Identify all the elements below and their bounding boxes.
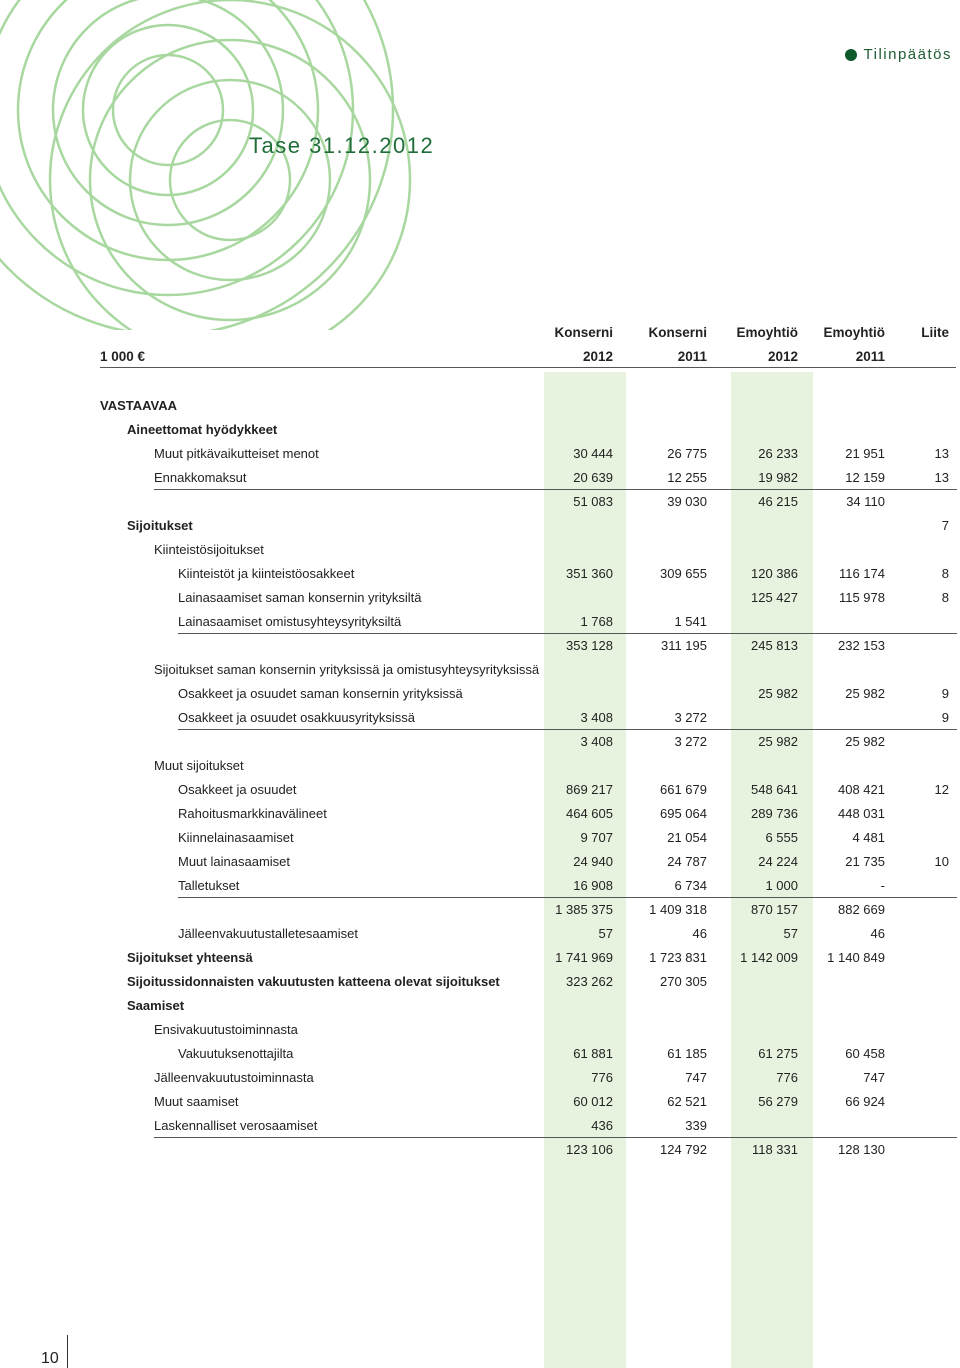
cell-value: 46 215 — [758, 494, 798, 509]
cell-note: 13 — [934, 446, 949, 461]
row-label: Sijoitussidonnaisten vakuutusten katteena olevat sijoitukset — [127, 974, 500, 989]
cell-value: 25 982 — [845, 734, 885, 749]
row-label: Muut saamiset — [154, 1094, 239, 1109]
page-number: 10 — [41, 1350, 59, 1367]
row-label: Sijoitukset yhteensä — [127, 950, 253, 965]
cell-value: 61 275 — [758, 1046, 798, 1061]
cell-value: 9 707 — [580, 830, 613, 845]
row-label: Osakkeet ja osuudet saman konsernin yrityksissä — [178, 686, 463, 701]
cell-value: 245 813 — [751, 638, 798, 653]
cell-value: 39 030 — [667, 494, 707, 509]
row-label: Jälleenvakuutustalletesaamiset — [178, 926, 358, 941]
cell-value: 125 427 — [751, 590, 798, 605]
row-label: Talletukset — [178, 878, 240, 893]
cell-value: 351 360 — [566, 566, 613, 581]
column-header-group-1: Konserni — [554, 325, 613, 340]
page-title: Tase 31.12.2012 — [249, 133, 435, 158]
cell-value: 408 421 — [838, 782, 885, 797]
table-row — [0, 393, 960, 417]
cell-value: 56 279 — [758, 1094, 798, 1109]
cell-value: 60 458 — [845, 1046, 885, 1061]
cell-value: 3 408 — [580, 734, 613, 749]
table-row — [0, 561, 960, 585]
row-label: Vakuutuksenottajilta — [178, 1046, 294, 1061]
table-row — [0, 513, 960, 537]
row-label: Osakkeet ja osuudet — [178, 782, 297, 797]
cell-note: 8 — [941, 566, 949, 581]
cell-value: 1 723 831 — [649, 950, 707, 965]
cell-value: 232 153 — [838, 638, 885, 653]
cell-value: 882 669 — [838, 902, 885, 917]
cell-value: 309 655 — [660, 566, 707, 581]
cell-value: 4 481 — [852, 830, 885, 845]
cell-value: 1 541 — [674, 614, 707, 629]
cell-value: 21 951 — [845, 446, 885, 461]
row-label: Rahoitusmarkkinavälineet — [178, 806, 327, 821]
cell-value: 3 408 — [580, 710, 613, 725]
cell-value: 61 881 — [573, 1046, 613, 1061]
cell-value: 16 908 — [573, 878, 613, 893]
row-label: Muut sijoitukset — [154, 758, 244, 773]
column-header-year-1: 2012 — [582, 349, 613, 364]
header-rule — [100, 367, 956, 368]
unit-label: 1 000 € — [100, 349, 146, 364]
column-header-group-2: Konserni — [648, 325, 707, 340]
cell-value: 776 — [776, 1070, 798, 1085]
row-label: Jälleenvakuutustoiminnasta — [154, 1070, 314, 1085]
decorative-arc — [90, 40, 370, 320]
cell-value: 21 054 — [667, 830, 707, 845]
column-header-note: Liite — [921, 325, 949, 340]
table-row — [0, 945, 960, 969]
cell-value: 123 106 — [566, 1142, 613, 1157]
cell-value: 6 555 — [765, 830, 798, 845]
cell-value: 116 174 — [838, 566, 885, 581]
table-row — [0, 1065, 960, 1089]
subtotal-rule — [178, 633, 957, 634]
cell-note: 10 — [934, 854, 949, 869]
column-header-group-3: Emoyhtiö — [736, 325, 798, 340]
table-row — [0, 609, 960, 633]
cell-value: 46 — [870, 926, 885, 941]
cell-value: 339 — [685, 1118, 707, 1133]
table-row-subtotal — [0, 729, 960, 753]
cell-value: 747 — [685, 1070, 707, 1085]
table-row — [0, 681, 960, 705]
cell-value: 62 521 — [667, 1094, 707, 1109]
decorative-arc — [0, 0, 393, 330]
cell-value: 60 012 — [573, 1094, 613, 1109]
cell-value: 3 272 — [674, 710, 707, 725]
cell-value: 548 641 — [751, 782, 798, 797]
row-label: Lainasaamiset saman konsernin yrityksiltä — [178, 590, 422, 605]
cell-value: 120 386 — [751, 566, 798, 581]
row-label: Lainasaamiset omistusyhteysyrityksiltä — [178, 614, 402, 629]
column-header-group-4: Emoyhtiö — [823, 325, 885, 340]
subtotal-rule — [154, 1137, 957, 1138]
cell-value: 66 924 — [845, 1094, 885, 1109]
row-label: Sijoitukset — [127, 518, 193, 533]
cell-value: 19 982 — [758, 470, 798, 485]
cell-value: 12 159 — [845, 470, 885, 485]
cell-note: 8 — [941, 590, 949, 605]
cell-value: 3 272 — [674, 734, 707, 749]
cell-value: 24 224 — [758, 854, 798, 869]
cell-value: 311 195 — [660, 638, 707, 653]
table-row — [0, 777, 960, 801]
cell-value: 61 185 — [667, 1046, 707, 1061]
table-row — [0, 537, 960, 561]
table-row — [0, 1113, 960, 1137]
column-header-year-3: 2012 — [767, 349, 798, 364]
row-label: Aineettomat hyödykkeet — [127, 422, 278, 437]
page-number-rule — [67, 1335, 68, 1368]
table-row — [0, 993, 960, 1017]
table-row-subtotal — [0, 489, 960, 513]
cell-value: 1 768 — [580, 614, 613, 629]
row-label: Saamiset — [127, 998, 185, 1013]
cell-value: 289 736 — [751, 806, 798, 821]
cell-value: 1 409 318 — [649, 902, 707, 917]
row-label: Kiinteistöt ja kiinteistöosakkeet — [178, 566, 355, 581]
table-row-subtotal — [0, 1137, 960, 1161]
table-row — [0, 705, 960, 729]
row-label: Laskennalliset verosaamiset — [154, 1118, 318, 1133]
cell-value: 436 — [591, 1118, 613, 1133]
cell-value: 870 157 — [751, 902, 798, 917]
subtotal-rule — [178, 729, 957, 730]
cell-value: 25 982 — [758, 734, 798, 749]
cell-value: 46 — [692, 926, 707, 941]
cell-value: 24 940 — [573, 854, 613, 869]
table-row — [0, 585, 960, 609]
cell-value: 21 735 — [845, 854, 885, 869]
cell-value: 118 331 — [751, 1142, 798, 1157]
table-row — [0, 1041, 960, 1065]
table-row — [0, 1089, 960, 1113]
table-row — [0, 1017, 960, 1041]
cell-value: 30 444 — [573, 446, 613, 461]
cell-value: 6 734 — [674, 878, 707, 893]
cell-value: 34 110 — [846, 494, 885, 509]
table-row-subtotal — [0, 897, 960, 921]
column-header-year-2: 2011 — [677, 349, 707, 364]
cell-value: 1 140 849 — [827, 950, 885, 965]
decorative-circles — [0, 0, 500, 330]
decorative-arc — [53, 0, 283, 225]
row-label: Ennakkomaksut — [154, 470, 247, 485]
cell-value: 128 130 — [838, 1142, 885, 1157]
cell-value: 57 — [783, 926, 798, 941]
row-label: VASTAAVAA — [100, 398, 178, 413]
cell-value: 464 605 — [566, 806, 613, 821]
row-label: Sijoitukset saman konsernin yrityksissä ja omistusyhteysyrityksissä — [154, 662, 540, 677]
cell-note: 12 — [934, 782, 949, 797]
table-row — [0, 441, 960, 465]
cell-value: 1 000 — [765, 878, 798, 893]
cell-value: 26 233 — [758, 446, 798, 461]
table-row — [0, 873, 960, 897]
cell-value: 776 — [591, 1070, 613, 1085]
cell-value: 747 — [863, 1070, 885, 1085]
cell-value: 12 255 — [667, 470, 707, 485]
table-row — [0, 801, 960, 825]
cell-value: 25 982 — [758, 686, 798, 701]
cell-value: 695 064 — [660, 806, 707, 821]
row-label: Osakkeet ja osuudet osakkuusyrityksissä — [178, 710, 415, 725]
row-label: Kiinnelainasaamiset — [178, 830, 294, 845]
section-label-text: Tilinpäätös — [863, 46, 952, 63]
decorative-arc — [113, 55, 223, 165]
cell-value: 661 679 — [660, 782, 707, 797]
table-row — [0, 657, 960, 681]
table-row — [0, 849, 960, 873]
table-row — [0, 753, 960, 777]
cell-value: 25 982 — [845, 686, 885, 701]
row-label: Ensivakuutustoiminnasta — [154, 1022, 298, 1037]
cell-value: 51 083 — [573, 494, 613, 509]
cell-value: - — [880, 878, 885, 893]
cell-note: 9 — [941, 710, 949, 725]
cell-value: 1 385 375 — [555, 902, 613, 917]
cell-note: 13 — [934, 470, 949, 485]
table-row — [0, 417, 960, 441]
cell-value: 124 792 — [660, 1142, 707, 1157]
cell-value: 353 128 — [566, 638, 613, 653]
cell-value: 115 978 — [838, 590, 885, 605]
cell-value: 448 031 — [838, 806, 885, 821]
table-row — [0, 825, 960, 849]
column-header-year-4: 2011 — [855, 349, 885, 364]
cell-value: 57 — [598, 926, 613, 941]
bullet-dot-icon — [845, 49, 857, 61]
cell-value: 270 305 — [660, 974, 707, 989]
cell-note: 7 — [941, 518, 949, 533]
table-row — [0, 969, 960, 993]
table-row — [0, 921, 960, 945]
cell-value: 26 775 — [667, 446, 707, 461]
table-row-subtotal — [0, 633, 960, 657]
cell-value: 1 142 009 — [740, 950, 798, 965]
section-label — [845, 46, 952, 63]
row-label: Muut lainasaamiset — [178, 854, 290, 869]
cell-value: 1 741 969 — [555, 950, 613, 965]
row-label: Kiinteistösijoitukset — [154, 542, 264, 557]
table-row — [0, 465, 960, 489]
subtotal-rule — [178, 897, 957, 898]
cell-value: 20 639 — [573, 470, 613, 485]
cell-value: 24 787 — [667, 854, 707, 869]
cell-note: 9 — [941, 686, 949, 701]
cell-value: 869 217 — [566, 782, 613, 797]
cell-value: 323 262 — [566, 974, 613, 989]
row-label: Muut pitkävaikutteiset menot — [154, 446, 319, 461]
subtotal-rule — [154, 489, 957, 490]
